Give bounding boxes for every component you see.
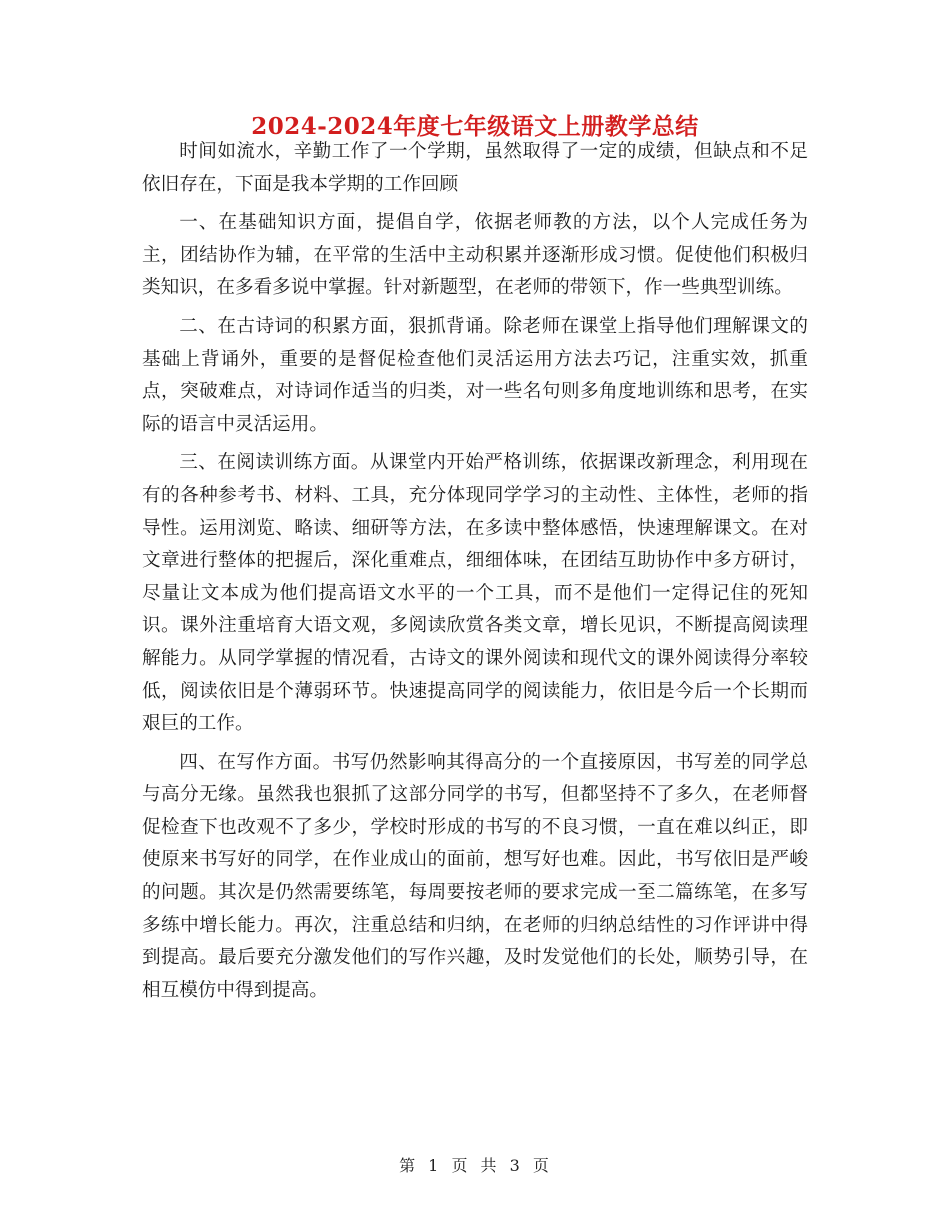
document-title: 2024-2024年度七年级语文上册教学总结 xyxy=(251,113,699,140)
document-body xyxy=(142,136,808,1013)
paragraph-basic-knowledge: 一、在基础知识方面，提倡自学，依据老师教的方法，以个人完成任务为主，团结协作为辅，在平常的生活中主动积累并逐渐形成习惯。促使他们积极归类知识，在多看多说中掌握。针对新题型，在老师的带领下，作一些典型训练。 xyxy=(142,212,808,299)
paragraph-writing: 四、在写作方面。书写仍然影响其得高分的一个直接原因，书写差的同学总与高分无缘。虽然我也狠抓了这部分同学的书写，但都坚持不了多久，在老师督促检查下也改观不了多少，学校时形成的书写的不良习惯，一直在难以纠正，即使原来书写好的同学，在作业成山的面前，想写好也难。因此，书写依旧是严峻的问题。其次是仍然需要练笔，每周要按老师的要求完成一至二篇练笔，在多写多练中增长能力。再次，注重总结和归纳，在老师的归纳总结性的习作评讲中得到提高。最后要充分激发他们的写作兴趣，及时发觉他们的长处，顺势引导，在相互模仿中得到提高。 xyxy=(142,751,808,1001)
paragraph-ancient-poetry: 二、在古诗词的积累方面，狠抓背诵。除老师在课堂上指导他们理解课文的基础上背诵外，重要的是督促检查他们灵活运用方法去巧记，注重实效，抓重点，突破难点，对诗词作适当的归类，对一些名句则多角度地训练和思考，在实际的语言中灵活运用。 xyxy=(142,315,808,435)
paragraph-intro: 时间如流水，辛勤工作了一个学期，虽然取得了一定的成绩，但缺点和不足依旧存在，下面是我本学期的工作回顾 xyxy=(142,141,808,195)
page-number-footer: 第 1 页 共 3 页 xyxy=(399,1156,551,1175)
paragraph-reading-training: 三、在阅读训练方面。从课堂内开始严格训练，依据课改新理念，利用现在有的各种参考书、材料、工具，充分体现同学学习的主动性、主体性，老师的指导性。运用浏览、略读、细研等方法，在多读中整体感悟，快速理解课文。在对文章进行整体的把握后，深化重难点，细细体味，在团结互助协作中多方研讨，尽量让文本成为他们提高语文水平的一个工具，而不是他们一定得记住的死知识。课外注重培育大语文观，多阅读欣赏各类文章，增长见识，不断提高阅读理解能力。从同学掌握的情况看，古诗文的课外阅读和现代文的课外阅读得分率较低，阅读依旧是个薄弱环节。快速提高同学的阅读能力，依旧是今后一个长期而艰巨的工作。 xyxy=(142,452,808,735)
